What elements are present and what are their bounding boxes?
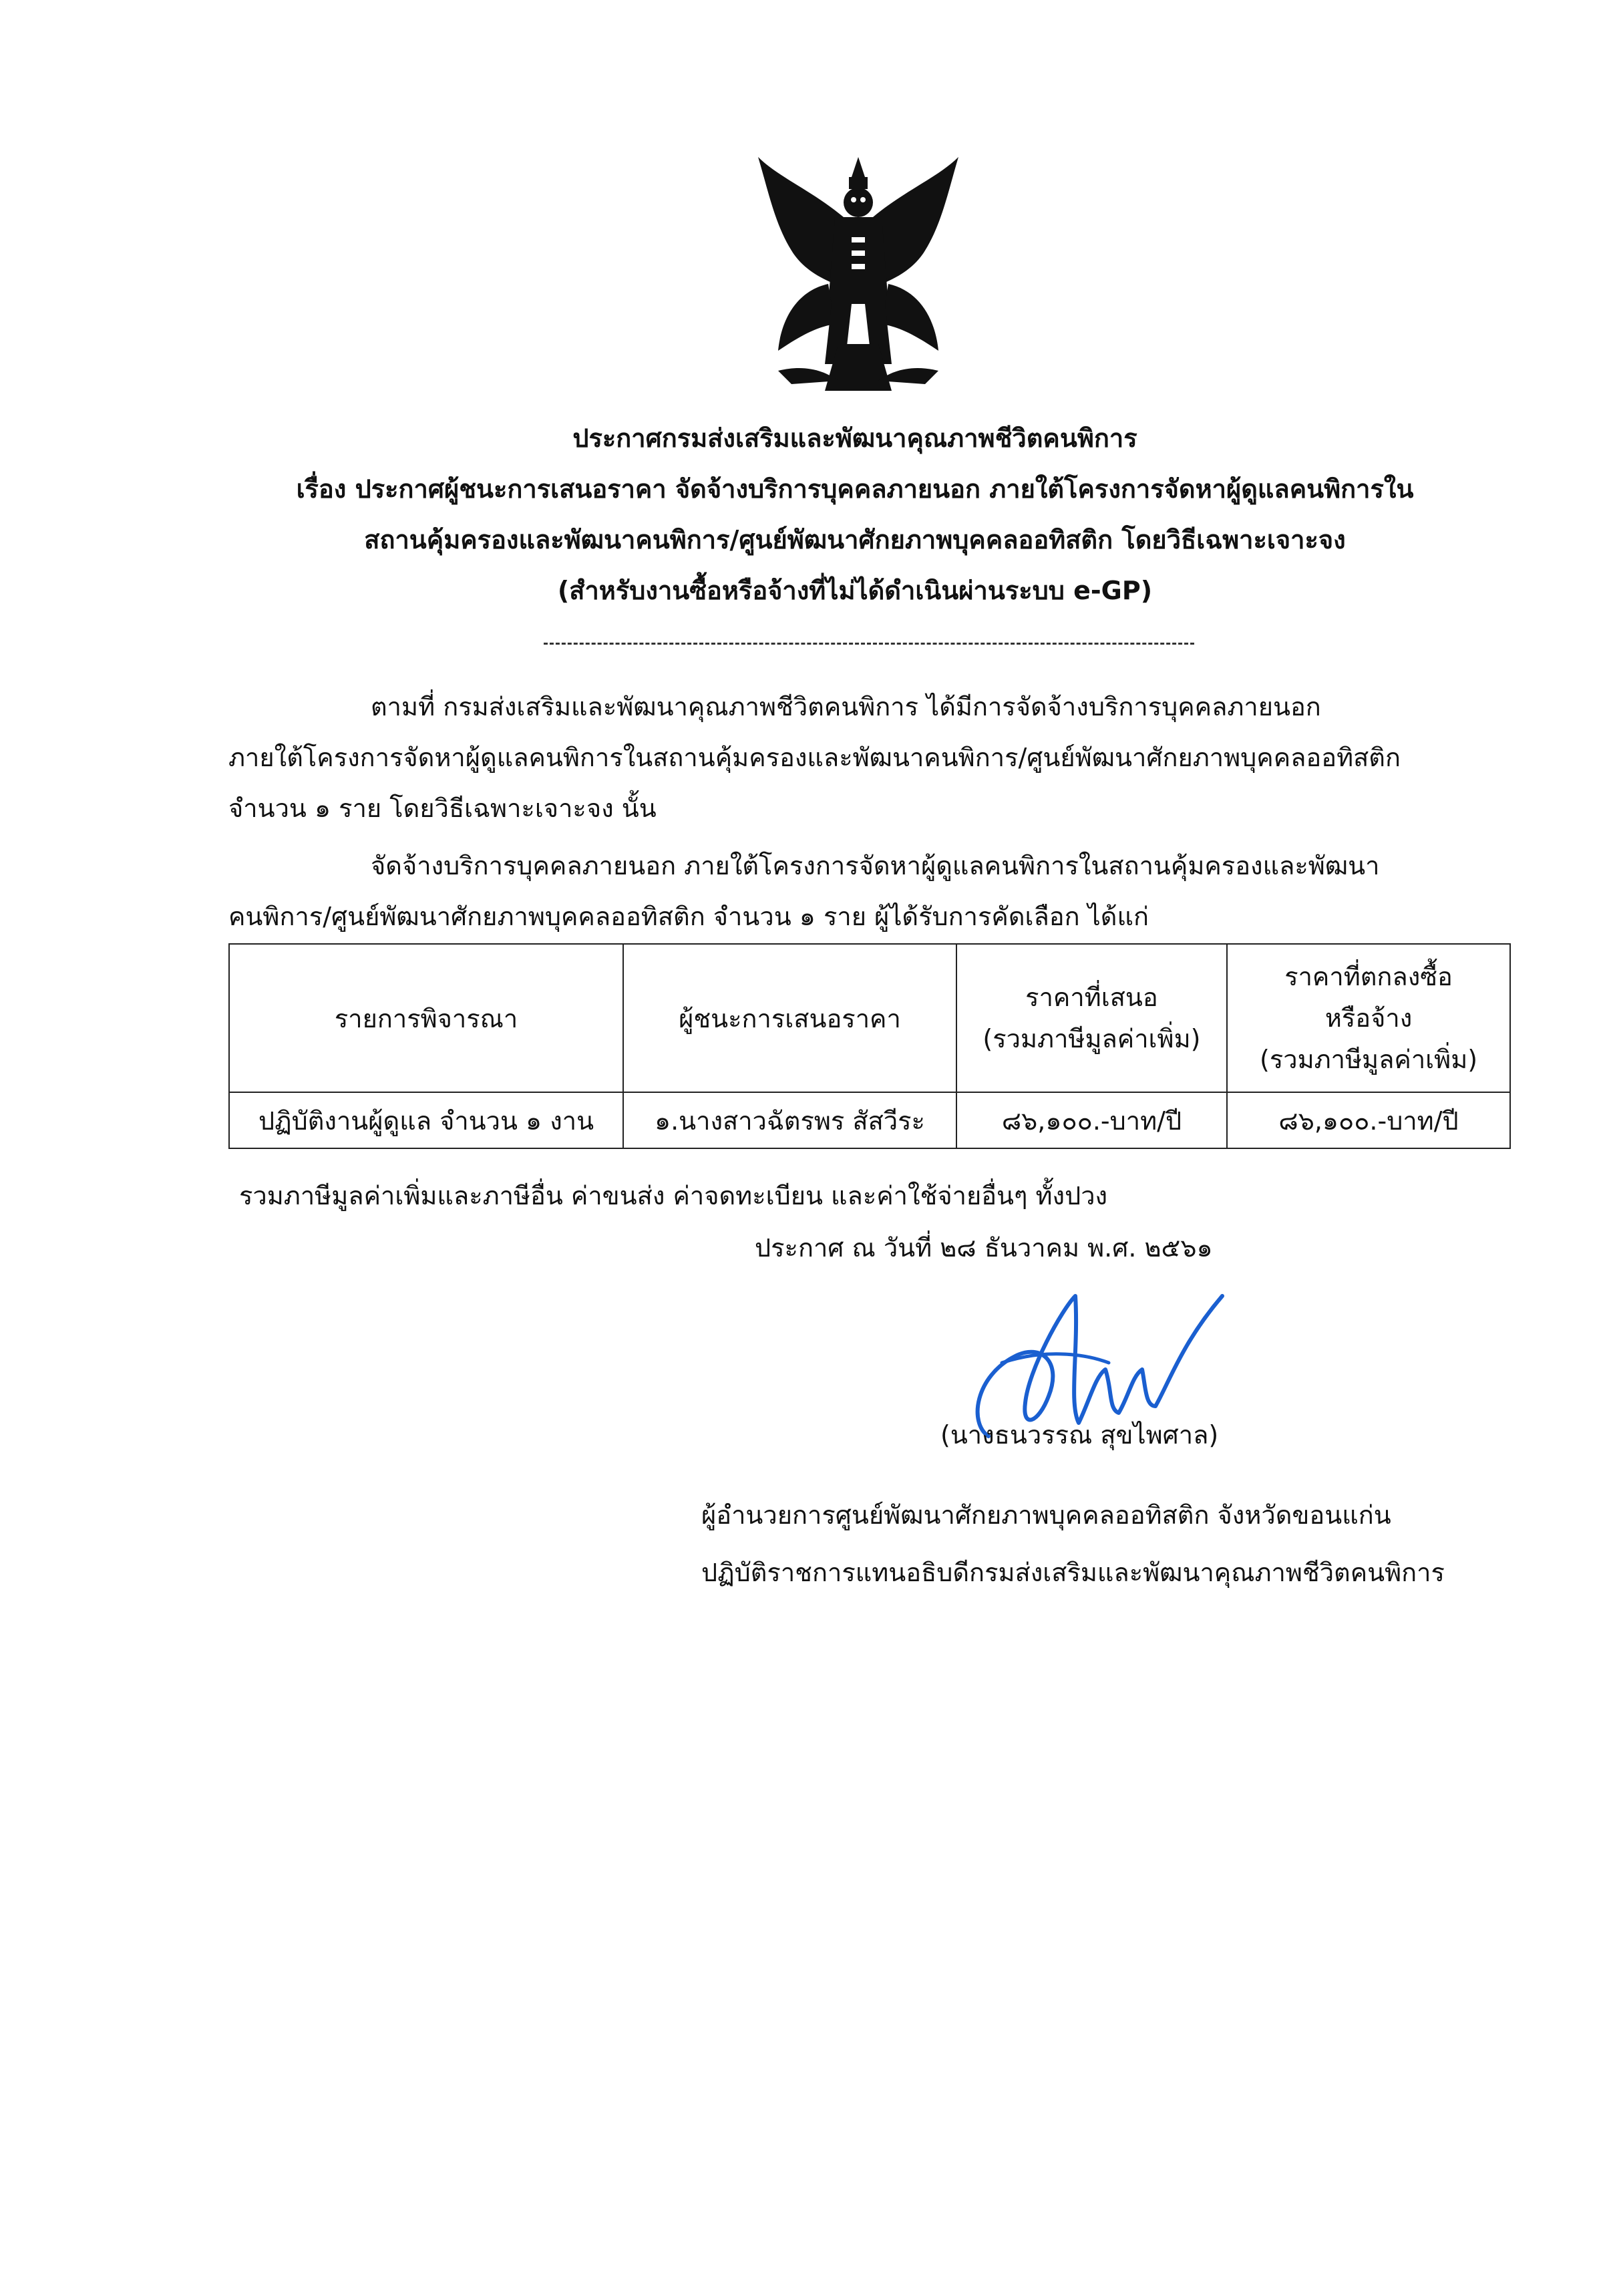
cell-item: ปฏิบัติงานผู้ดูแล จำนวน ๑ งาน [229,1092,623,1148]
header-winner: ผู้ชนะการเสนอราคา [623,944,956,1092]
winners-table [228,943,1511,1149]
cell-winner: ๑.นางสาวฉัตรพร สัสวีระ [623,1092,956,1148]
header-offered-price-l2: (รวมภาษีมูลค่าเพิ่ม) [982,1024,1201,1053]
paragraph-1-line-2: ภายใต้โครงการจัดหาผู้ดูแลคนพิการในสถานคุ้มครองและพัฒนาคนพิการ/ศูนย์พัฒนาศักยภาพบุคคลออทิสติก [228,743,1401,772]
dashed-divider [544,643,1194,645]
paragraph-2-line-2: คนพิการ/ศูนย์พัฒนาศักยภาพบุคคลออทิสติก จำนวน ๑ ราย ผู้ได้รับการคัดเลือก ได้แก่ [228,902,1149,931]
header-agreed-price [1227,944,1510,1092]
paragraph-1-line-1: ตามที่ กรมส่งเสริมและพัฒนาคุณภาพชีวิตคนพิการ ได้มีการจัดจ้างบริการบุคคลภายนอก [371,692,1321,721]
table-row [229,1092,1510,1148]
paragraph-2-line-1: จัดจ้างบริการบุคคลภายนอก ภายใต้โครงการจัดหาผู้ดูแลคนพิการในสถานคุ้มครองและพัฒนา [371,851,1380,880]
header-agreed-price-l2: หรือจ้าง [1324,1003,1413,1033]
header-item: รายการพิจารณา [229,944,623,1092]
signatory-position-2: ปฏิบัติราชการแทนอธิบดีกรมส่งเสริมและพัฒนาคุณภาพชีวิตคนพิการ [701,1558,1445,1587]
header-note: (สำหรับงานซื้อหรือจ้างที่ไม่ได้ดำเนินผ่านระบบ e-GP) [557,576,1153,605]
garuda-emblem-icon [751,150,965,404]
cell-offered-price: ๘๖,๑๐๐.-บาท/ปี [956,1092,1227,1148]
signatory-position-1: ผู้อำนวยการศูนย์พัฒนาศักยภาพบุคคลออทิสติก จังหวัดขอนแก่น [701,1500,1391,1530]
signatory-name: (นางธนวรรณ สุขไพศาล) [940,1420,1219,1450]
header-offered-price-l1: ราคาที่เสนอ [1025,983,1158,1012]
announcement-date: ประกาศ ณ วันที่ ๒๘ ธันวาคม พ.ศ. ๒๕๖๑ [755,1233,1213,1263]
cell-agreed-price: ๘๖,๑๐๐.-บาท/ปี [1227,1092,1510,1148]
header-agreed-price-l3: (รวมภาษีมูลค่าเพิ่ม) [1260,1045,1478,1074]
paragraph-1-line-3: จำนวน ๑ ราย โดยวิธีเฉพาะเจาะจง นั้น [228,794,657,823]
header-title: ประกาศกรมส่งเสริมและพัฒนาคุณภาพชีวิตคนพิการ [572,424,1137,453]
header-subject: เรื่อง ประกาศผู้ชนะการเสนอราคา จัดจ้างบริการบุคคลภายนอก ภายใต้โครงการจัดหาผู้ดูแลคนพิการใน [296,474,1414,504]
header-offered-price [956,944,1227,1092]
tax-note: รวมภาษีมูลค่าเพิ่มและภาษีอื่น ค่าขนส่ง ค่าจดทะเบียน และค่าใช้จ่ายอื่นๆ ทั้งปวง [239,1181,1108,1210]
announcement-header [200,413,1509,616]
header-agreed-price-l1: ราคาที่ตกลงซื้อ [1284,962,1453,991]
table-header-row [229,944,1510,1092]
header-subject-cont: สถานคุ้มครองและพัฒนาคนพิการ/ศูนย์พัฒนาศักยภาพบุคคลออทิสติก โดยวิธีเฉพาะเจาะจง [364,525,1346,554]
